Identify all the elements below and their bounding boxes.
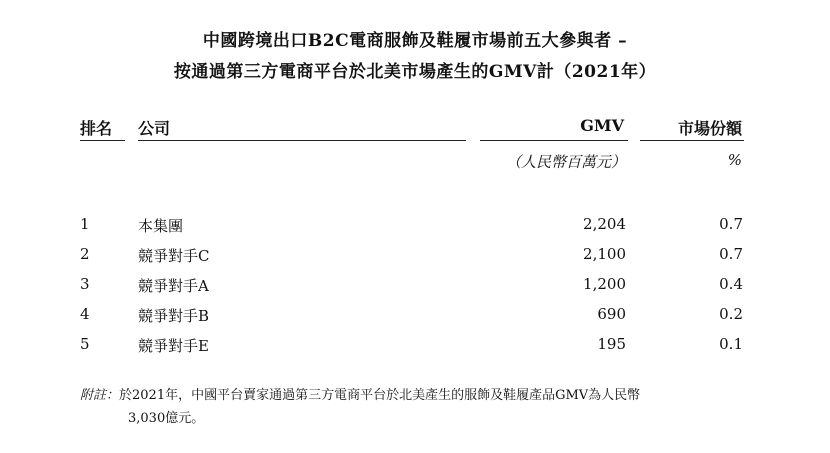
row-share: 0.4 bbox=[719, 275, 743, 293]
company-header-rule bbox=[138, 140, 466, 141]
footnote-continued: 3,030億元。 bbox=[128, 411, 205, 426]
row-gmv: 2,100 bbox=[583, 245, 626, 263]
share-header-rule bbox=[640, 140, 744, 141]
row-gmv: 1,200 bbox=[583, 275, 626, 293]
footnote bbox=[80, 385, 640, 406]
row-rank: 1 bbox=[80, 215, 90, 233]
row-share: 0.1 bbox=[719, 335, 743, 353]
row-share: 0.7 bbox=[719, 215, 743, 233]
page-title: 中國跨境出口B2C電商服飾及鞋履市場前五大參與者 – bbox=[202, 31, 628, 51]
share-unit: % bbox=[727, 151, 742, 169]
row-rank: 2 bbox=[80, 245, 90, 263]
row-gmv: 195 bbox=[597, 335, 626, 353]
row-gmv: 2,204 bbox=[583, 215, 626, 233]
header-company: 公司 bbox=[138, 119, 171, 138]
row-company: 競爭對手E bbox=[138, 337, 209, 355]
row-company: 競爭對手A bbox=[138, 277, 209, 295]
row-share: 0.2 bbox=[719, 305, 743, 323]
row-share: 0.7 bbox=[719, 245, 743, 263]
gmv-unit: （人民幣百萬元） bbox=[505, 153, 626, 171]
row-company: 本集團 bbox=[138, 217, 184, 235]
header-gmv: GMV bbox=[580, 116, 624, 135]
row-rank: 4 bbox=[80, 305, 90, 323]
row-company: 競爭對手B bbox=[138, 307, 210, 325]
footnote-text: 於2021年，中國平台賣家通過第三方電商平台於北美產生的服飾及鞋履產品GMV為人民幣 bbox=[119, 388, 641, 403]
rank-header-rule bbox=[80, 140, 125, 141]
row-company: 競爭對手C bbox=[138, 247, 210, 265]
row-gmv: 690 bbox=[597, 305, 626, 323]
footnote-label: 附註： bbox=[80, 388, 120, 403]
gmv-header-rule bbox=[480, 140, 628, 141]
page-subtitle: 按通過第三方電商平台於北美市場產生的GMV計（2021年） bbox=[173, 62, 657, 82]
header-rank: 排名 bbox=[80, 119, 113, 138]
row-rank: 3 bbox=[80, 275, 90, 293]
header-share: 市場份額 bbox=[677, 119, 742, 138]
row-rank: 5 bbox=[80, 335, 90, 353]
